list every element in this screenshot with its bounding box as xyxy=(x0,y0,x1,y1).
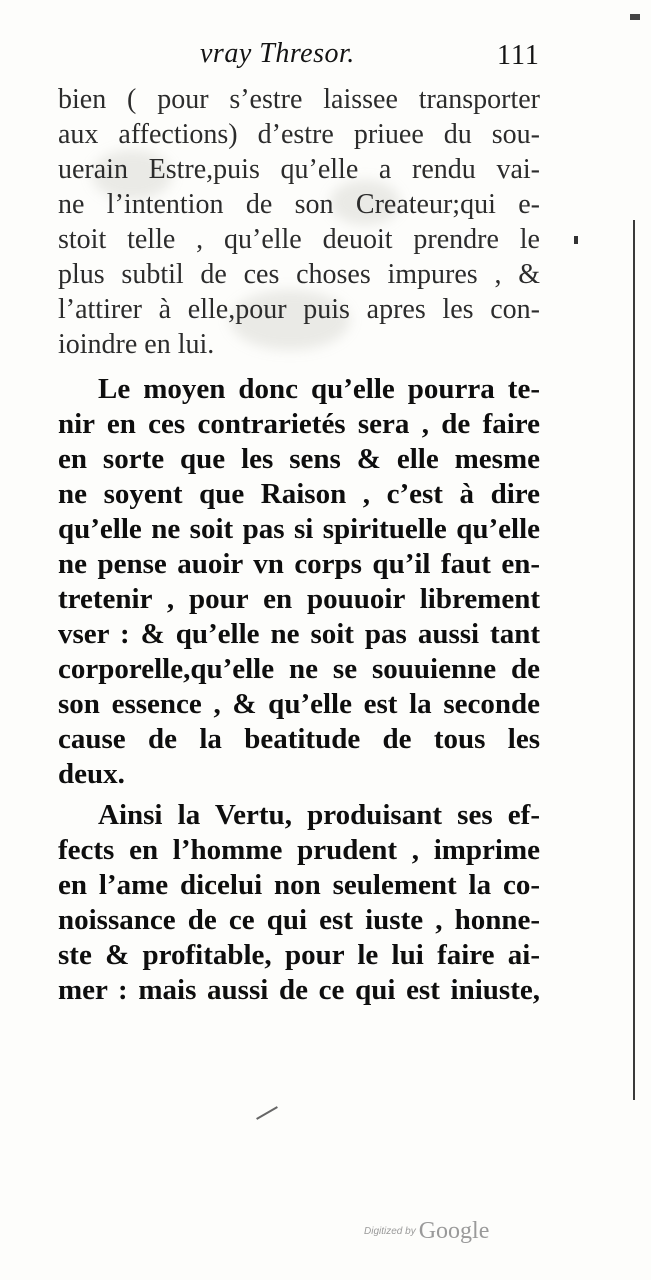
text-line: nir en ces contrarietés sera , de faire xyxy=(58,408,540,440)
text-line: deux. xyxy=(58,758,125,790)
ink-scratch xyxy=(256,1106,278,1120)
text-line: Le moyen donc qu’elle pourra te- xyxy=(98,373,540,405)
text-line: uerain Estre,puis qu’elle a rendu vai- xyxy=(58,154,540,185)
text-line: ste & profitable, pour le lui faire ai- xyxy=(58,939,540,971)
text-line: mer : mais aussi de ce qui est iniuste, xyxy=(58,974,540,1006)
page-edge-shadow xyxy=(633,220,635,1100)
text-line: ne soyent que Raison , c’est à dire xyxy=(58,478,540,510)
ink-mark xyxy=(574,236,578,244)
body-text xyxy=(58,82,540,1008)
text-line: noissance de ce qui est iuste , honne- xyxy=(58,904,540,936)
text-line: en sorte que les sens & elle mesme xyxy=(58,443,540,475)
google-logo: Google xyxy=(418,1218,490,1244)
paragraph-1 xyxy=(58,82,540,362)
running-head: vray Thresor. xyxy=(200,38,355,69)
text-line: cause de la beatitude de tous les xyxy=(58,723,540,755)
text-line: ne pense auoir vn corps qu’il faut en- xyxy=(58,548,540,580)
text-line: ioindre en lui. xyxy=(58,329,215,360)
text-line: bien ( pour s’estre laissee transporter xyxy=(58,84,540,115)
text-line: Ainsi la Vertu, produisant ses ef- xyxy=(98,799,540,831)
watermark-small-text: Digitized by xyxy=(364,1226,416,1237)
paragraph-2 xyxy=(58,372,540,792)
paragraph-3 xyxy=(58,798,540,1008)
digitization-watermark xyxy=(364,1218,489,1245)
text-line: l’attirer à elle,pour puis apres les con- xyxy=(58,294,540,325)
text-line: fects en l’homme prudent , imprime xyxy=(58,834,540,866)
text-line: tretenir , pour en pouuoir librement xyxy=(58,583,540,615)
text-line: son essence , & qu’elle est la seconde xyxy=(58,688,540,720)
text-line: stoit telle , qu’elle deuoit prendre le xyxy=(58,224,540,255)
text-line: plus subtil de ces choses impures , & xyxy=(58,259,540,290)
text-line: ne l’intention de son Createur;qui e- xyxy=(58,189,540,220)
text-line: aux affections) d’estre priuee du sou- xyxy=(58,119,540,150)
text-line: qu’elle ne soit pas si spirituelle qu’elle xyxy=(58,513,540,545)
text-line: en l’ame dicelui non seulement la co- xyxy=(58,869,540,901)
page-number: 111 xyxy=(497,40,540,71)
page-edge-mark xyxy=(630,14,640,20)
text-line: corporelle,qu’elle ne se souuienne de xyxy=(58,653,540,685)
text-line: vser : & qu’elle ne soit pas aussi tant xyxy=(58,618,540,650)
